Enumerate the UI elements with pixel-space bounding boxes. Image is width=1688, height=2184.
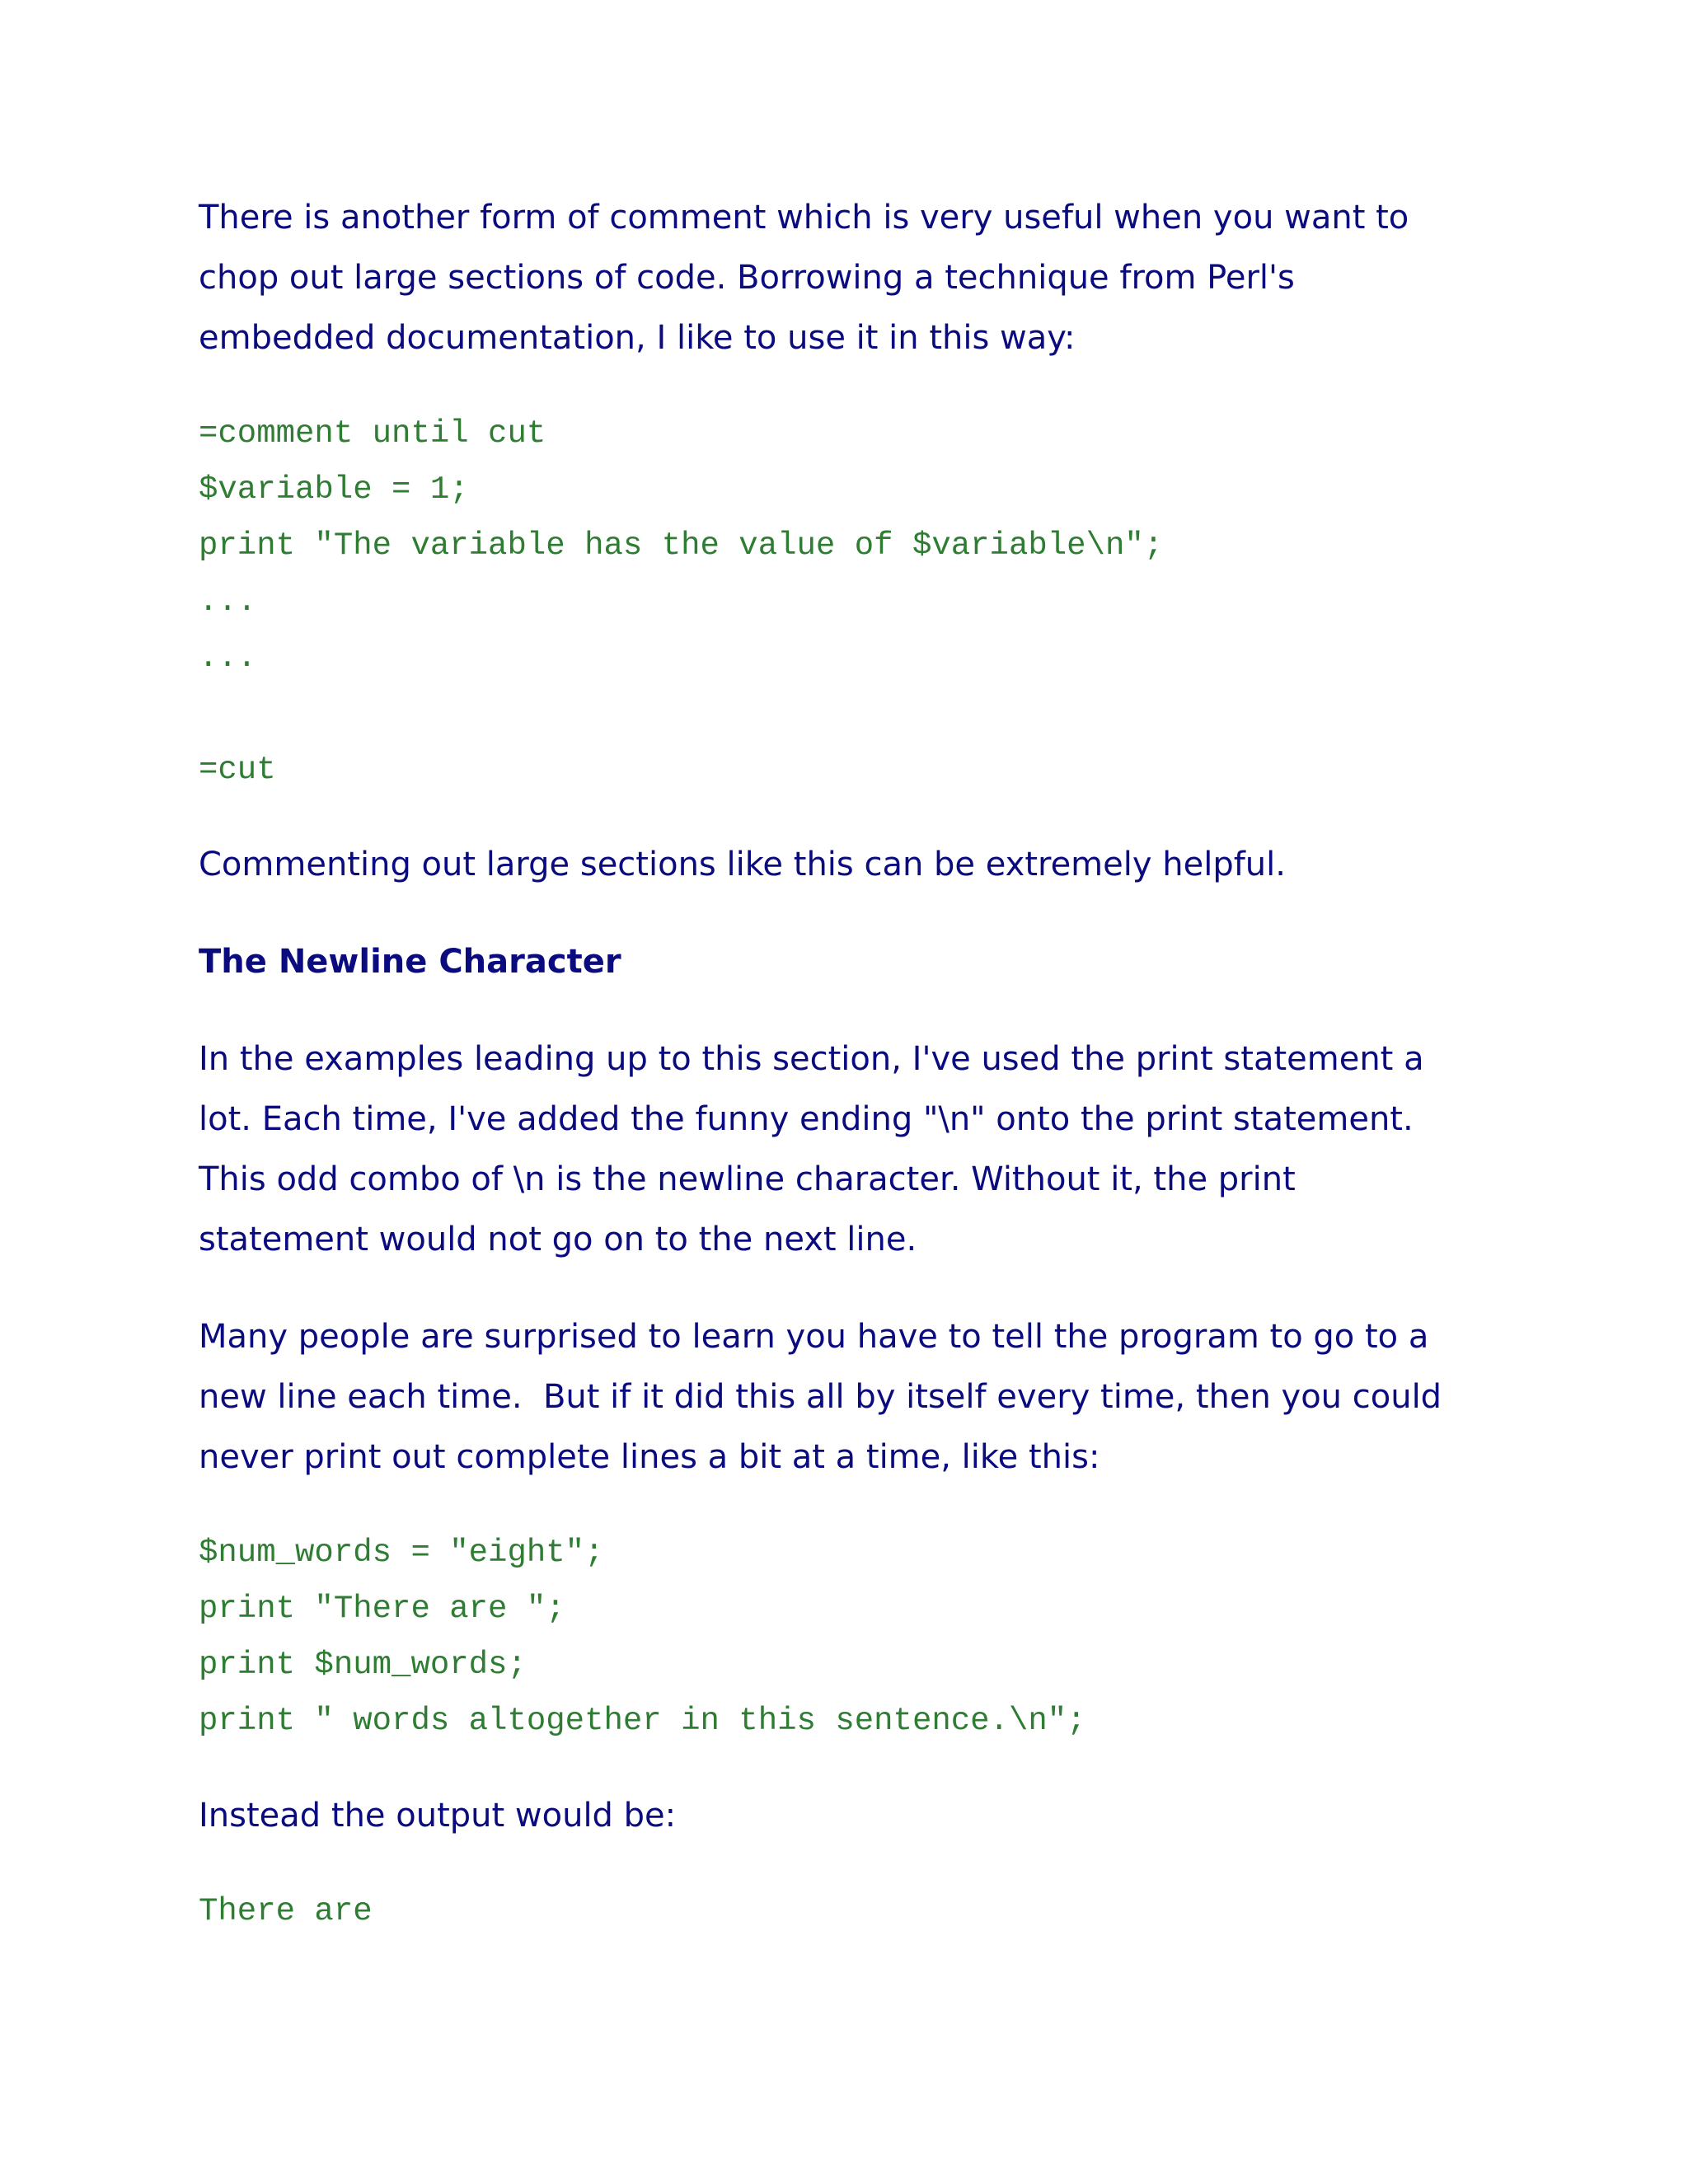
section-heading: The Newline Character xyxy=(199,943,621,981)
intro-paragraph: There is another form of comment which is very useful when you want to chop out large sections of code. Borrowing a technique from Perl's embedded documentation, I like to use it in this way: xyxy=(199,199,1419,357)
code-line: $num_words = "eight"; xyxy=(199,1535,604,1571)
examples-paragraph: In the examples leading up to this section, I've used the print statement a lot. Each time, I've added the funny ending "\n" onto the print statement. This odd combo of \n is the newline character. Without it, the print statement would not go on to the next line. xyxy=(199,1040,1435,1258)
code-line: =cut xyxy=(199,752,276,788)
code-block-print-example xyxy=(199,1525,1517,1749)
code-line: print "There are "; xyxy=(199,1591,565,1627)
surprised-paragraph: Many people are surprised to learn you have to tell the program to go to a new line each time. But if it did this all by itself every time, then you could never print out complete lines a bit at a time, like this: xyxy=(199,1318,1452,1476)
code-line: ... xyxy=(199,583,257,620)
code-block-output xyxy=(199,1883,1517,1939)
code-line: There are xyxy=(199,1893,373,1929)
code-block-comment-example xyxy=(199,405,1517,798)
code-line: =comment until cut xyxy=(199,415,546,452)
code-line xyxy=(199,686,1517,742)
code-line: print $num_words; xyxy=(199,1647,527,1683)
code-line: ... xyxy=(199,640,257,676)
code-line: $variable = 1; xyxy=(199,471,469,508)
instead-paragraph: Instead the output would be: xyxy=(199,1797,677,1835)
code-line: print " words altogether in this sentence.\n"; xyxy=(199,1703,1086,1739)
commenting-paragraph: Commenting out large sections like this can be extremely helpful. xyxy=(199,846,1286,883)
document-page xyxy=(199,188,1517,1976)
code-line: print "The variable has the value of $variable\n"; xyxy=(199,527,1164,564)
